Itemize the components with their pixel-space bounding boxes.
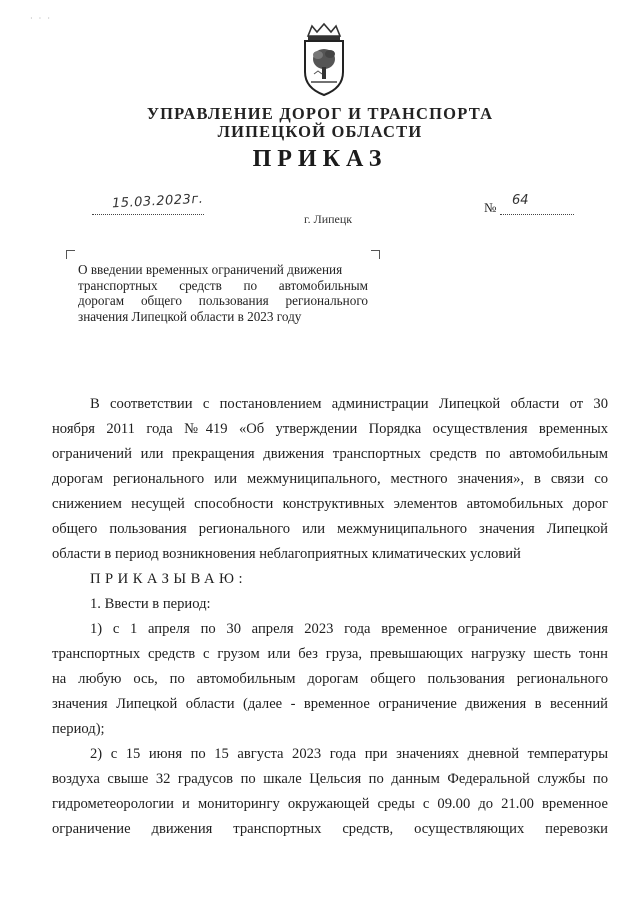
body-line: В соответствии с постановлением администрации Липецкой области от 30: [90, 396, 608, 412]
document-subject: [78, 262, 368, 324]
body-line: значения Липецкой области (далее - временное ограничение движения в весенний: [52, 696, 608, 712]
body-line: снижением несущей способности конструктивных элементов автомобильных дорог: [52, 496, 608, 512]
lipetsk-coat-of-arms-icon: [298, 22, 350, 98]
scan-corner-mark: · · ·: [30, 14, 52, 23]
subject-line: транспортных средств по автомобильным: [78, 277, 368, 293]
subject-bracket-right: [371, 250, 380, 259]
body-line: ограничений или прекращения движения транспортных средств по автомобильным: [52, 446, 608, 462]
document-number: 64: [512, 193, 529, 208]
body-line: ограничение движения транспортных средств, осуществляющих перевозки: [52, 821, 608, 837]
body-line: 1) с 1 апреля по 30 апреля 2023 года временное ограничение движения: [90, 621, 608, 637]
body-line: области в период возникновения неблагоприятных климатических условий: [52, 546, 521, 562]
body-line: ноября 2011 года №419 «Об утверждении Порядка осуществления временных: [52, 421, 608, 437]
document-title: ПРИКАЗ: [252, 146, 388, 172]
order-directive: ПРИКАЗЫВАЮ:: [90, 571, 248, 587]
body-line: гидрометеорологии и мониторингу окружающей среды с 09.00 до 21.00 временное: [52, 796, 608, 812]
body-line: воздуха свыше 32 градусов по шкале Цельсия по данным Федеральной службы по: [52, 771, 608, 787]
body-line: дорогам регионального или межмуниципального, местного значения», в связи со: [52, 471, 608, 487]
body-line: общего пользования регионального или межмуниципального значения Липецкой: [52, 521, 608, 537]
organization-name-line2: ЛИПЕЦКОЙ ОБЛАСТИ: [217, 122, 423, 141]
body-line: на любую ось, по автомобильным дорогам общего пользования регионального: [52, 671, 608, 687]
body-line: 2) с 15 июня по 15 августа 2023 года при значениях дневной температуры: [90, 746, 608, 762]
document-city: г. Липецк: [304, 212, 353, 226]
subject-line: дорогам общего пользования регионального: [78, 293, 368, 309]
document-date: 15.03.2023г.: [111, 191, 204, 212]
subject-line: О введении временных ограничений движения: [78, 262, 343, 277]
subject-line: значения Липецкой области в 2023 году: [78, 308, 302, 324]
subject-bracket-left: [66, 250, 75, 259]
document-body: [52, 392, 608, 842]
body-line: транспортных средств с грузом или без груза, превышающих нагрузку шесть тонн: [52, 646, 608, 662]
organization-name-line1: УПРАВЛЕНИЕ ДОРОГ И ТРАНСПОРТА: [146, 104, 494, 123]
body-line: период);: [52, 721, 105, 737]
number-label: №: [484, 200, 497, 215]
body-line: 1. Ввести в период:: [90, 596, 211, 612]
